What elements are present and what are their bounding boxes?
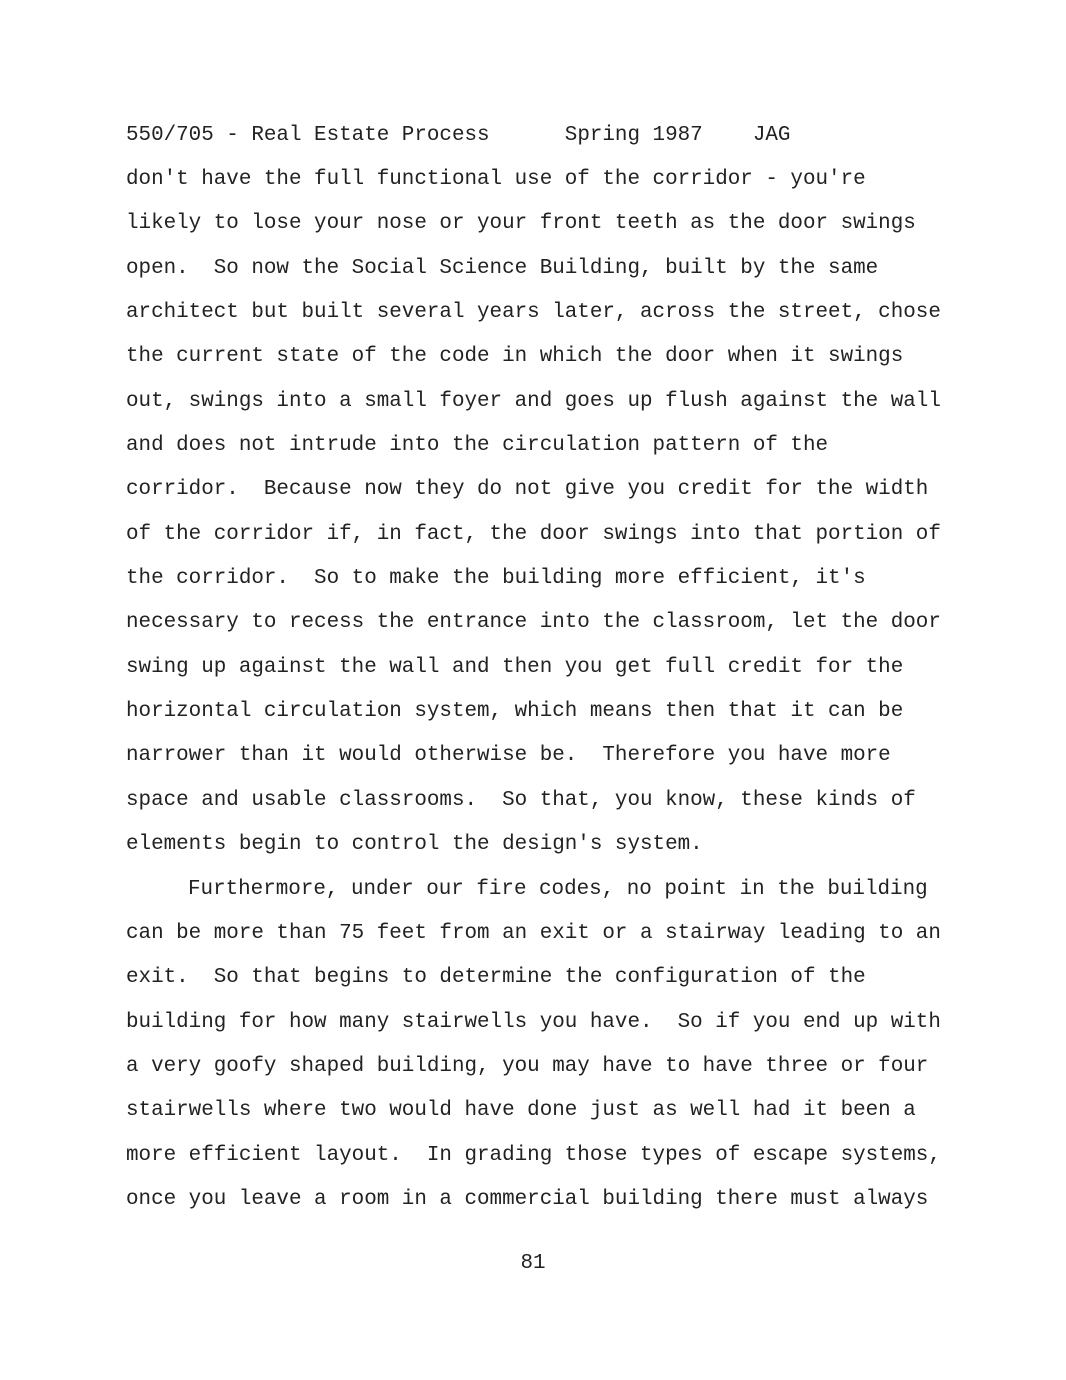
course-title: 550/705 - Real Estate Process — [126, 124, 490, 147]
text-line: horizontal circulation system, which means then that it can be — [126, 700, 904, 724]
page-header — [126, 124, 790, 148]
text-line: necessary to recess the entrance into the classroom, let the door — [126, 611, 941, 635]
text-line: can be more than 75 feet from an exit or a stairway leading to an — [126, 921, 941, 945]
text-line: once you leave a room in a commercial building there must always — [126, 1187, 929, 1211]
text-line: open. So now the Social Science Building, built by the same — [126, 256, 879, 280]
page-number: 81 — [520, 1252, 546, 1275]
text-line: narrower than it would otherwise be. Therefore you have more — [126, 744, 891, 768]
text-line: elements begin to control the design's system. — [126, 833, 703, 857]
text-line: and does not intrude into the circulation pattern of the — [126, 434, 829, 458]
text-line: of the corridor if, in fact, the door swings into that portion of — [126, 522, 941, 546]
paragraph-start-line: Furthermore, under our fire codes, no point in the building — [188, 877, 928, 901]
text-line: architect but built several years later, across the street, chose — [126, 301, 941, 325]
text-line: exit. So that begins to determine the configuration of the — [126, 966, 866, 990]
text-line: building for how many stairwells you have. So if you end up with — [126, 1010, 941, 1034]
author-initials: JAG — [752, 124, 791, 147]
text-line: don't have the full functional use of the corridor - you're — [126, 168, 866, 191]
text-line: more efficient layout. In grading those types of escape systems, — [126, 1143, 941, 1167]
text-line: space and usable classrooms. So that, you know, these kinds of — [126, 788, 916, 812]
text-line: the corridor. So to make the building more efficient, it's — [126, 567, 866, 591]
transcript-body — [126, 168, 986, 1232]
text-line: out, swings into a small foyer and goes up flush against the wall — [126, 389, 941, 413]
text-line: the current state of the code in which the door when it swings — [126, 345, 904, 369]
text-line: corridor. Because now they do not give you credit for the width — [126, 478, 929, 502]
term: Spring 1987 — [564, 124, 703, 147]
text-line: swing up against the wall and then you get full credit for the — [126, 655, 904, 679]
text-line: a very goofy shaped building, you may have to have three or four — [126, 1054, 929, 1078]
text-line: stairwells where two would have done just as well had it been a — [126, 1099, 916, 1123]
text-line: likely to lose your nose or your front teeth as the door swings — [126, 212, 916, 236]
